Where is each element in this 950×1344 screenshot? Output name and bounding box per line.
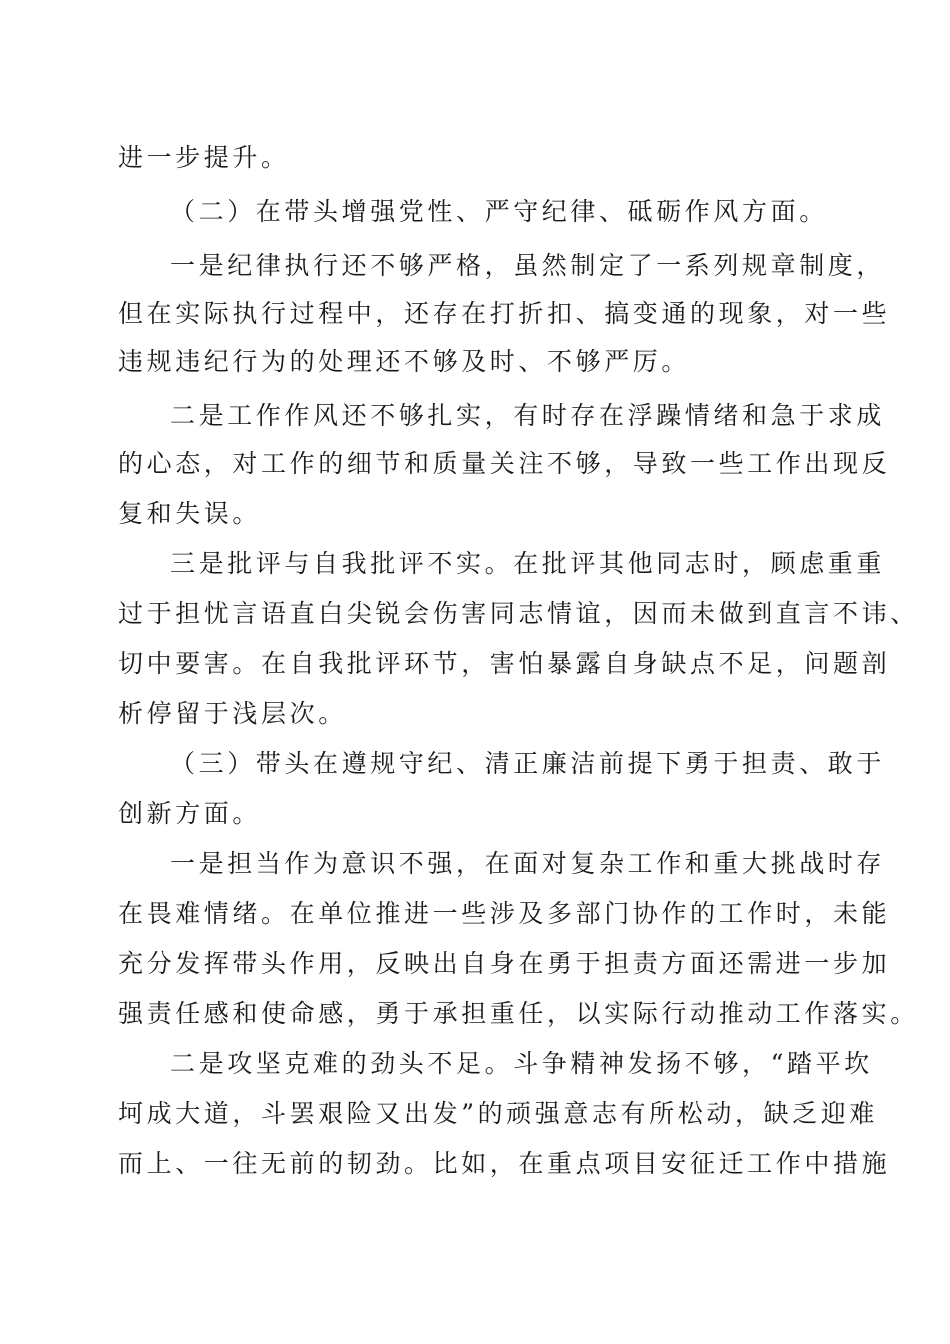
text-line: 充分发挥带头作用，反映出自身在勇于担责方面还需进一步加 bbox=[118, 949, 891, 978]
text-line: 一是纪律执行还不够严格，虽然制定了一系列规章制度， bbox=[170, 251, 886, 280]
text-line: 二是工作作风还不够扎实，有时存在浮躁情绪和急于求成 bbox=[170, 401, 886, 430]
text-line: 过于担忧言语直白尖锐会伤害同志情谊，因而未做到直言不讳、 bbox=[118, 599, 919, 628]
text-line: 三是批评与自我批评不实。在批评其他同志时，顾虑重重 bbox=[170, 549, 886, 578]
text-line: 在畏难情绪。在单位推进一些涉及多部门协作的工作时，未能 bbox=[118, 899, 891, 928]
section-heading-2: （二）在带头增强党性、严守纪律、砥砺作风方面。 bbox=[170, 197, 828, 226]
text-line: 的心态，对工作的细节和质量关注不够，导致一些工作出现反 bbox=[118, 449, 891, 478]
text-line: 强责任感和使命感，勇于承担重任，以实际行动推动工作落实。 bbox=[118, 999, 919, 1028]
text-line: 违规违纪行为的处理还不够及时、不够严厉。 bbox=[118, 347, 691, 376]
text-line: 进一步提升。 bbox=[118, 143, 290, 172]
text-line: 创新方面。 bbox=[118, 799, 262, 828]
text-line: 而上、一往无前的韧劲。比如，在重点项目安征迁工作中措施 bbox=[118, 1149, 891, 1178]
text-line: 一是担当作为意识不强，在面对复杂工作和重大挑战时存 bbox=[170, 849, 886, 878]
text-line: 析停留于浅层次。 bbox=[118, 699, 347, 728]
text-line: 复和失误。 bbox=[118, 499, 262, 528]
text-line: 二是攻坚克难的劲头不足。斗争精神发扬不够，“踏平坎 bbox=[170, 1049, 873, 1078]
text-line: 但在实际执行过程中，还存在打折扣、搞变通的现象，对一些 bbox=[118, 299, 891, 328]
section-heading-3: （三）带头在遵规守纪、清正廉洁前提下勇于担责、敢于 bbox=[170, 749, 886, 778]
text-line: 坷成大道，斗罢艰险又出发”的顽强意志有所松动，缺乏迎难 bbox=[118, 1099, 878, 1128]
text-line: 切中要害。在自我批评环节，害怕暴露自身缺点不足，问题剖 bbox=[118, 649, 891, 678]
